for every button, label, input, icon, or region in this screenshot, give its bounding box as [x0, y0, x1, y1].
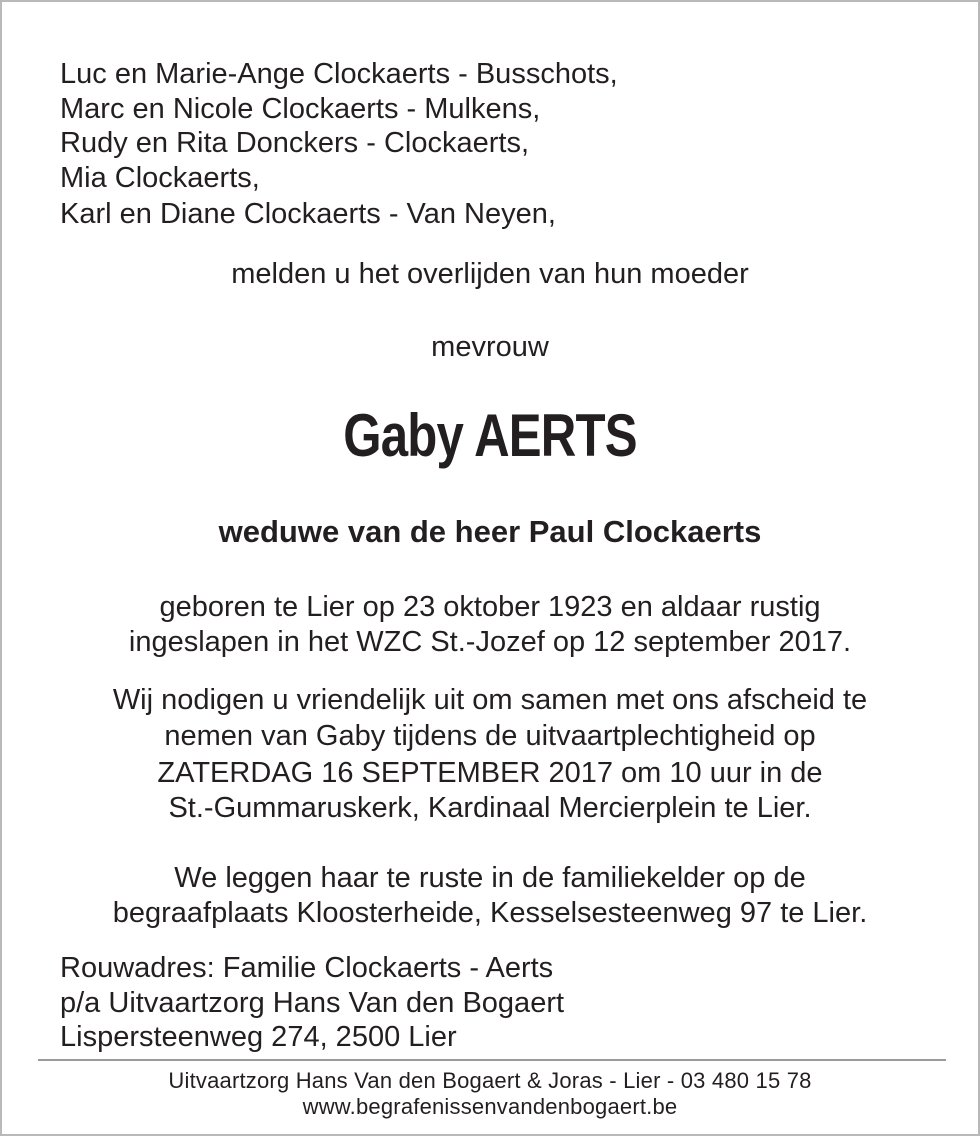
- mourning-address-line: Lispersteenweg 274, 2500 Lier: [60, 1021, 457, 1053]
- footer-divider: [38, 1059, 946, 1061]
- burial-line: We leggen haar te ruste in de familiekelder op de: [174, 862, 806, 894]
- birth-death-line: geboren te Lier op 23 oktober 1923 en aldaar rustig: [159, 591, 821, 623]
- website-link[interactable]: www.begrafenissenvandenbogaert.be: [302, 1094, 678, 1119]
- mourning-address-line: p/a Uitvaartzorg Hans Van den Bogaert: [60, 987, 565, 1019]
- deceased-name: Gaby AERTS: [343, 402, 637, 469]
- burial-line: begraafplaats Kloosterheide, Kesselsesteenweg 97 te Lier.: [112, 897, 868, 929]
- family-member-line: Luc en Marie-Ange Clockaerts - Busschots,: [60, 58, 618, 90]
- announcement: melden u het overlijden van hun moeder: [231, 258, 749, 290]
- family-member-line: Karl en Diane Clockaerts - Van Neyen,: [60, 198, 556, 230]
- invitation-line: nemen van Gaby tijdens de uitvaartplechtigheid op: [164, 720, 816, 752]
- undertaker-info: Uitvaartzorg Hans Van den Bogaert & Joras - Lier - 03 480 15 78: [168, 1068, 812, 1093]
- family-member-line: Mia Clockaerts,: [60, 162, 260, 194]
- family-member-line: Marc en Nicole Clockaerts - Mulkens,: [60, 93, 541, 125]
- birth-death-line: ingeslapen in het WZC St.-Jozef op 12 september 2017.: [128, 626, 852, 658]
- invitation-line: ZATERDAG 16 SEPTEMBER 2017 om 10 uur in de: [157, 757, 823, 789]
- widow-of: weduwe van de heer Paul Clockaerts: [218, 514, 762, 549]
- invitation-line: St.-Gummaruskerk, Kardinaal Mercierplein te Lier.: [168, 792, 812, 824]
- mourning-address-line: Rouwadres: Familie Clockaerts - Aerts: [60, 952, 554, 984]
- invitation-line: Wij nodigen u vriendelijk uit om samen met ons afscheid te: [112, 684, 868, 716]
- family-member-line: Rudy en Rita Donckers - Clockaerts,: [60, 127, 529, 159]
- honorific: mevrouw: [431, 331, 549, 363]
